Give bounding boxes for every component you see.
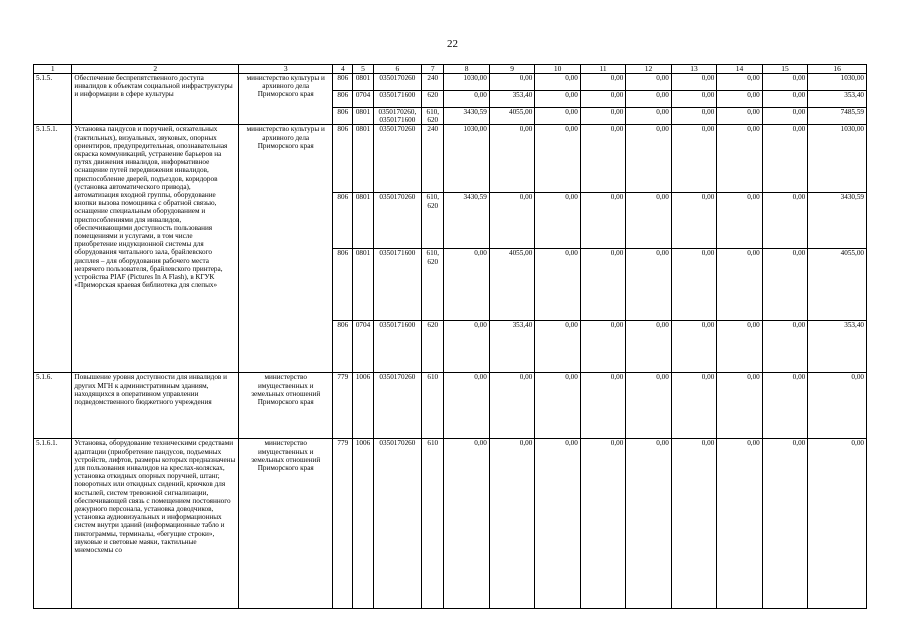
- cell-c7: 240: [422, 74, 444, 91]
- cell-c10: 0,00: [535, 439, 580, 609]
- cell-c6: 0350171600: [373, 249, 422, 321]
- header-cell: 3: [239, 65, 333, 74]
- header-cell: 12: [626, 65, 671, 74]
- cell-c10: 0,00: [535, 249, 580, 321]
- header-cell: 6: [373, 65, 422, 74]
- cell-c14: 0,00: [717, 193, 762, 249]
- cell-c14: 0,00: [717, 91, 762, 108]
- cell-c14: 0,00: [717, 373, 762, 439]
- header-cell: 4: [333, 65, 353, 74]
- cell-c7: 610: [422, 373, 444, 439]
- header-cell: 10: [535, 65, 580, 74]
- cell-c13: 0,00: [671, 321, 716, 373]
- cell-c12: 0,00: [626, 125, 671, 193]
- cell-c8: 3430,59: [444, 108, 489, 125]
- item-name: Установка пандусов и поручней, осязательных (тактильных), визуальных, звуковых, опорных ориентиров, предупредительная, опознавательная окраска коммуникаций, устранение барьеров на путях движения инвалидов, информативное оснащение путей передвижения инвалидов, приспособление дверей, подъездов, коридоров (установка автоматического привода), автоматизация входной группы, оборудование кнопки вызова помощника с обратной связью, оснащение специальным оборудованием и приспособлениями для инвалидов, обеспечивающими доступность пользования помещениями и услугами, в том числе приобретение индукционной системы для оборудования читального зала, брайлевского дисплея – для оборудования рабочего места незрячего пользователя, брайлевского принтера, устройства PIAF (Pictures In A Flash), в КГУК «Приморская краевая библиотека для слепых»: [72, 125, 239, 373]
- cell-c15: 0,00: [762, 439, 807, 609]
- budget-table: [33, 64, 867, 609]
- cell-c7: 620: [422, 321, 444, 373]
- cell-c12: 0,00: [626, 321, 671, 373]
- cell-c4: 806: [333, 321, 353, 373]
- cell-c6: 0350170260: [373, 439, 422, 609]
- cell-c8: 0,00: [444, 439, 489, 609]
- item-number: 5.1.6.1.: [34, 439, 72, 609]
- cell-c5: 0801: [353, 249, 373, 321]
- cell-c9: 0,00: [489, 74, 534, 91]
- cell-c8: 0,00: [444, 373, 489, 439]
- item-executor: министерство культуры и архивного дела Приморского края: [239, 74, 333, 125]
- cell-c5: 1006: [353, 373, 373, 439]
- cell-c15: 0,00: [762, 108, 807, 125]
- header-cell: 9: [489, 65, 534, 74]
- cell-c15: 0,00: [762, 125, 807, 193]
- item-executor: министерство имущественных и земельных отношений Приморского края: [239, 373, 333, 439]
- cell-c10: 0,00: [535, 91, 580, 108]
- cell-c7: 610, 620: [422, 108, 444, 125]
- header-cell: 16: [808, 65, 867, 74]
- header-row: [34, 65, 867, 74]
- cell-c9: 4055,00: [489, 249, 534, 321]
- cell-c4: 779: [333, 373, 353, 439]
- cell-c16: 3430,59: [808, 193, 867, 249]
- cell-c11: 0,00: [580, 108, 625, 125]
- cell-c10: 0,00: [535, 193, 580, 249]
- table-row: [34, 439, 867, 609]
- cell-c15: 0,00: [762, 193, 807, 249]
- cell-c4: 806: [333, 91, 353, 108]
- cell-c6: 0350170260: [373, 74, 422, 91]
- cell-c6: 0350170260: [373, 193, 422, 249]
- cell-c4: 806: [333, 249, 353, 321]
- header-cell: 2: [72, 65, 239, 74]
- cell-c13: 0,00: [671, 125, 716, 193]
- cell-c10: 0,00: [535, 108, 580, 125]
- cell-c7: 240: [422, 125, 444, 193]
- cell-c13: 0,00: [671, 91, 716, 108]
- cell-c5: 1006: [353, 439, 373, 609]
- cell-c9: 353,40: [489, 321, 534, 373]
- cell-c13: 0,00: [671, 74, 716, 91]
- cell-c13: 0,00: [671, 249, 716, 321]
- cell-c7: 620: [422, 91, 444, 108]
- cell-c13: 0,00: [671, 108, 716, 125]
- cell-c4: 806: [333, 125, 353, 193]
- cell-c11: 0,00: [580, 373, 625, 439]
- table-row: [34, 373, 867, 439]
- cell-c16: 7485,59: [808, 108, 867, 125]
- page-number: 22: [447, 38, 458, 50]
- cell-c7: 610, 620: [422, 249, 444, 321]
- cell-c13: 0,00: [671, 373, 716, 439]
- cell-c5: 0801: [353, 74, 373, 91]
- header-cell: 11: [580, 65, 625, 74]
- cell-c11: 0,00: [580, 125, 625, 193]
- cell-c14: 0,00: [717, 321, 762, 373]
- cell-c11: 0,00: [580, 439, 625, 609]
- cell-c15: 0,00: [762, 373, 807, 439]
- cell-c15: 0,00: [762, 321, 807, 373]
- cell-c6: 0350170260: [373, 373, 422, 439]
- cell-c8: 1030,00: [444, 125, 489, 193]
- cell-c9: 353,40: [489, 91, 534, 108]
- cell-c10: 0,00: [535, 125, 580, 193]
- table-row: [34, 125, 867, 193]
- item-name: Установка, оборудование техническими средствами адаптации (приобретение пандусов, подъемных устройств, лифтов, размеры которых предназначены для пользования инвалидов на креслах-колясках, установка откидных опорных поручней, штанг, поворотных или откидных сидений, крючков для костылей, систем тревожной сигнализации, обеспечивающей связь с помещением постоянного дежурного персонала, установка доводчиков, установка аудиовизуальных и информационных систем внутри зданий (информационные табло и пиктограммы, терминалы, «бегущие строки», звуковые и световые маяки, тактильные мнемосхемы со: [72, 439, 239, 609]
- cell-c7: 610: [422, 439, 444, 609]
- item-name: Обеспечение беспрепятственного доступа инвалидов к объектам социальной инфраструктуры и информации в сфере культуры: [72, 74, 239, 125]
- cell-c14: 0,00: [717, 249, 762, 321]
- cell-c15: 0,00: [762, 91, 807, 108]
- item-name: Повышение уровня доступности для инвалидов и других МГН к административным зданиям, находящихся в оперативном управлении подведомственного бюджетного учреждения: [72, 373, 239, 439]
- cell-c14: 0,00: [717, 439, 762, 609]
- cell-c12: 0,00: [626, 74, 671, 91]
- cell-c16: 0,00: [808, 373, 867, 439]
- cell-c11: 0,00: [580, 249, 625, 321]
- cell-c5: 0801: [353, 193, 373, 249]
- cell-c6: 0350171600: [373, 321, 422, 373]
- cell-c16: 1030,00: [808, 125, 867, 193]
- cell-c13: 0,00: [671, 439, 716, 609]
- item-number: 5.1.5.1.: [34, 125, 72, 373]
- cell-c8: 0,00: [444, 91, 489, 108]
- cell-c11: 0,00: [580, 321, 625, 373]
- cell-c5: 0704: [353, 321, 373, 373]
- cell-c9: 0,00: [489, 373, 534, 439]
- header-cell: 15: [762, 65, 807, 74]
- cell-c6: 0350170260, 0350171600: [373, 108, 422, 125]
- cell-c9: 0,00: [489, 439, 534, 609]
- cell-c8: 0,00: [444, 321, 489, 373]
- cell-c14: 0,00: [717, 125, 762, 193]
- cell-c13: 0,00: [671, 193, 716, 249]
- cell-c10: 0,00: [535, 321, 580, 373]
- cell-c5: 0801: [353, 125, 373, 193]
- cell-c6: 0350170260: [373, 125, 422, 193]
- cell-c11: 0,00: [580, 91, 625, 108]
- cell-c15: 0,00: [762, 249, 807, 321]
- cell-c14: 0,00: [717, 74, 762, 91]
- cell-c16: 0,00: [808, 439, 867, 609]
- cell-c4: 779: [333, 439, 353, 609]
- cell-c5: 0801: [353, 108, 373, 125]
- cell-c4: 806: [333, 108, 353, 125]
- cell-c12: 0,00: [626, 249, 671, 321]
- header-cell: 8: [444, 65, 489, 74]
- cell-c9: 0,00: [489, 193, 534, 249]
- cell-c14: 0,00: [717, 108, 762, 125]
- cell-c12: 0,00: [626, 373, 671, 439]
- cell-c7: 610, 620: [422, 193, 444, 249]
- header-cell: 5: [353, 65, 373, 74]
- cell-c8: 0,00: [444, 249, 489, 321]
- header-cell: 13: [671, 65, 716, 74]
- cell-c12: 0,00: [626, 91, 671, 108]
- cell-c8: 3430,59: [444, 193, 489, 249]
- cell-c10: 0,00: [535, 373, 580, 439]
- cell-c16: 1030,00: [808, 74, 867, 91]
- cell-c16: 353,40: [808, 321, 867, 373]
- cell-c16: 4055,00: [808, 249, 867, 321]
- cell-c10: 0,00: [535, 74, 580, 91]
- cell-c9: 4055,00: [489, 108, 534, 125]
- cell-c6: 0350171600: [373, 91, 422, 108]
- cell-c5: 0704: [353, 91, 373, 108]
- cell-c16: 353,40: [808, 91, 867, 108]
- cell-c9: 0,00: [489, 125, 534, 193]
- item-executor: министерство имущественных и земельных отношений Приморского края: [239, 439, 333, 609]
- cell-c8: 1030,00: [444, 74, 489, 91]
- cell-c12: 0,00: [626, 439, 671, 609]
- cell-c4: 806: [333, 74, 353, 91]
- cell-c12: 0,00: [626, 108, 671, 125]
- header-cell: 1: [34, 65, 72, 74]
- header-cell: 7: [422, 65, 444, 74]
- cell-c11: 0,00: [580, 193, 625, 249]
- header-cell: 14: [717, 65, 762, 74]
- cell-c4: 806: [333, 193, 353, 249]
- table-row: [34, 74, 867, 91]
- cell-c12: 0,00: [626, 193, 671, 249]
- cell-c15: 0,00: [762, 74, 807, 91]
- item-executor: министерство культуры и архивного дела Приморского края: [239, 125, 333, 373]
- cell-c11: 0,00: [580, 74, 625, 91]
- item-number: 5.1.6.: [34, 373, 72, 439]
- item-number: 5.1.5.: [34, 74, 72, 125]
